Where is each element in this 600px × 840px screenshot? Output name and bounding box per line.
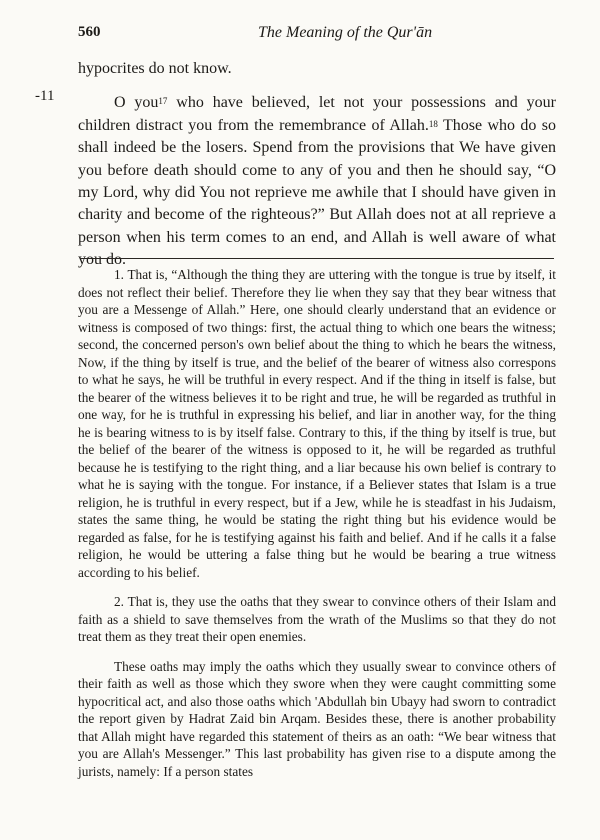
verse-number: -11 [35, 88, 55, 104]
verse-text-a: O you [114, 94, 159, 112]
verse-text-c: Those who do so shall indeed be the losers. Spend from the provisions that We have given you before death should come to any of you and then he should say, “O my Lord, why did You not reprieve me awhile that I should have given in charity and become of the righteous?” But Allah does not at all reprieve a person when his term comes to an end, and Allah is well aware of what you do. [78, 116, 557, 269]
running-title: The Meaning of the Qur'ān [258, 24, 433, 41]
footnote-ref-17: 17 [158, 96, 168, 107]
verse-text-b: who have believed, let not your possessions and your children distract you from the remembrance of Allah. [78, 94, 556, 134]
verse-paragraph [78, 92, 556, 271]
footnote-ref-18: 18 [428, 118, 438, 129]
footnotes [78, 266, 556, 780]
page-header [78, 24, 558, 46]
footnote-divider [80, 258, 554, 259]
carryover-line: hypocrites do not know. [78, 60, 232, 77]
footnote-1: 1. That is, “Although the thing they are uttering with the tongue is true by itself, it does not reflect their belief. Therefore they lie when they say that they bear witness that you are a Messenge of Allah.” Here, one should clearly understand that an evidence or witness is composed of two things: first, the actual thing to which one bears the witness; second, the concerned person's own belief about the thing to which he bears the witness, Now, if the thing by itself is true, and the belief of the bearer of witness also correspons to what he says, he will be truthful in every respect. And if the thing in itself is false, but the bearer of the witness believes it to be right and true, he will be regarded as truthful in one way, for he is truthful in expressing his belief, and liar in another way, for the thing he is bearing witness to is by itself false. Contrary to this, if the thing by itself is true, but the belief of the bearer of the witness is opposed to it, he will be regarded as truthful because he is testifying to the right thing, and a liar because his own belief is contrary to what he is saying with the tongue. For instance, if a Believer states that Islam is a true religion, he is truthful in every respect, but if a Jew, while he is steadfast in his Judaism, states the same thing, he would be stating the right thing but his evidence would be regarded as false, for he is testifying against his faith and belief. And if he calls it a false religion, he would be uttering a false thing but he would be bearing a true witness according to his belief. [78, 267, 556, 580]
footnote-2-continued: These oaths may imply the oaths which they usually swear to convince others of their faith as well as those which they swore when they were caught committing some hypocritical act, and also those oaths which 'Abdullah bin Ubayy had sworn to contradict the report given by Hadrat Zaid bin Arqam. Besides these, there is another probability that Allah might have regarded this statement of theirs as an oath: “We bear witness that you are Allah's Messenger.” This last probability has given rise to a dispute among the jurists, namely: If a person states [78, 658, 556, 779]
page-number: 560 [78, 24, 101, 40]
main-text [78, 58, 556, 272]
footnote-2: 2. That is, they use the oaths that they swear to convince others of their Islam and faith as a shield to save themselves from the wrath of the Muslims so that they do not treat them as they treat their open enemies. [78, 594, 556, 644]
